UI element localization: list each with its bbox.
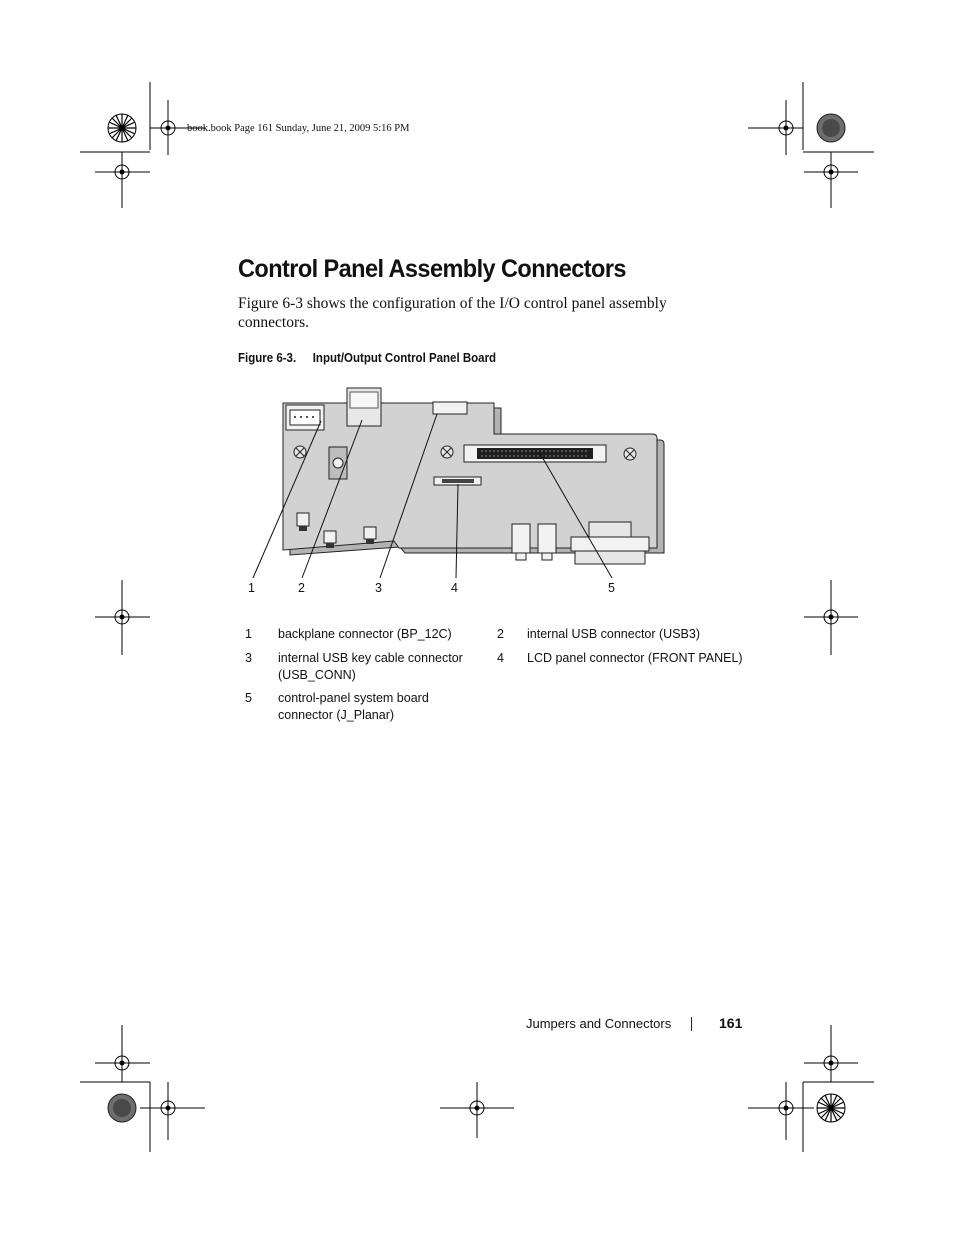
footer-separator: [691, 1017, 692, 1031]
callout-1: 1: [248, 581, 255, 595]
legend-description: control-panel system board connector (J_Planar): [278, 691, 429, 722]
page-title: Control Panel Assembly Connectors: [238, 255, 626, 283]
legend-description: backplane connector (BP_12C): [278, 627, 452, 641]
footer-section-title: Jumpers and Connectors: [526, 1016, 672, 1031]
legend-number: 3: [245, 651, 252, 665]
print-file-info: book.book Page 161 Sunday, June 21, 2009 5:16 PM: [187, 123, 410, 134]
figure-title: Input/Output Control Panel Board: [312, 351, 497, 365]
legend-description: internal USB connector (USB3): [527, 627, 700, 641]
legend-number: 2: [497, 627, 504, 641]
legend-number: 5: [245, 691, 252, 705]
legend-number: 1: [245, 627, 252, 641]
callout-2: 2: [298, 581, 305, 595]
callout-3: 3: [375, 581, 382, 595]
page-number: 161: [719, 1015, 743, 1031]
intro-paragraph: Figure 6-3 shows the configuration of the I/O control panel assembly connectors.: [238, 295, 667, 331]
figure-number: Figure 6-3.: [238, 351, 297, 365]
legend-number: 4: [497, 651, 504, 665]
callout-4: 4: [451, 581, 458, 595]
callout-5: 5: [608, 581, 615, 595]
legend-description: LCD panel connector (FRONT PANEL): [527, 651, 743, 665]
legend-description: internal USB key cable connector (USB_CONN): [278, 651, 463, 682]
